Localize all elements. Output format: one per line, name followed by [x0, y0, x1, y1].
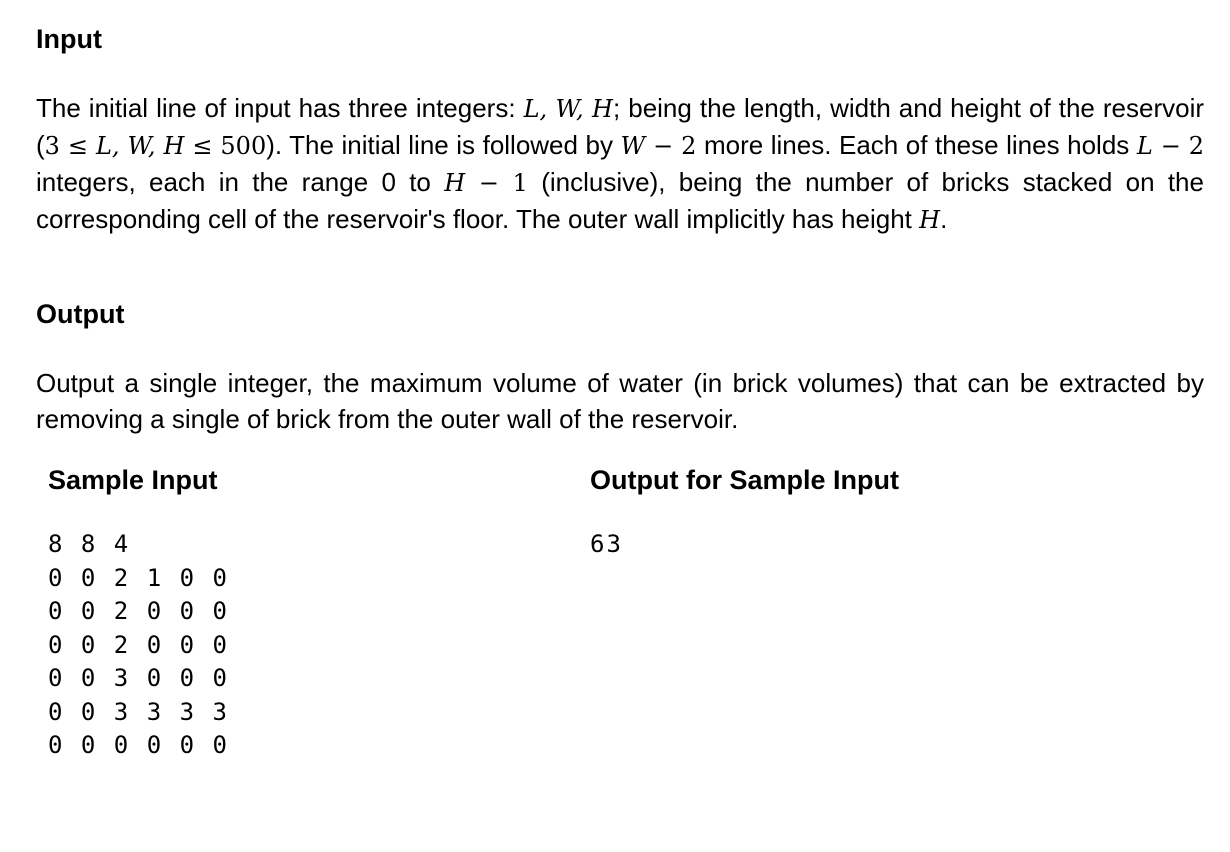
sample-input-line: 0 0 3 3 3 3	[48, 697, 229, 726]
sample-output-block	[590, 528, 623, 562]
sample-input-line: 0 0 3 0 0 0	[48, 664, 229, 692]
sample-output-heading: Output for Sample Input	[590, 465, 899, 495]
sample-input-heading: Sample Input	[48, 465, 218, 495]
sample-input-line: 8 8 4	[48, 530, 131, 558]
sample-output-line: 63	[590, 530, 623, 558]
sample-input-line: 0 0 2 1 0 0	[48, 563, 229, 592]
input-description: The initial line of input has three integers: L, W, H; being the length, width and height of the reservoir (3 ≤ L, W, H ≤ 500). The initial line is followed by W − 2 more lines. Each of these lines holds L − 2 integers, each in the range 0 to H − 1 (inclusive), being the number of bricks stacked on the corresponding cell of the reservoir's floor. The outer wall implicitly has height H.	[36, 93, 1205, 234]
sample-input-line: 0 0 2 0 0 0	[48, 597, 229, 625]
sample-input-line: 0 0 2 0 0 0	[48, 630, 229, 659]
input-heading: Input	[36, 24, 102, 54]
sample-input-line: 0 0 0 0 0 0	[48, 731, 229, 759]
output-heading: Output	[36, 299, 125, 329]
output-description: Output a single integer, the maximum volume of water (in brick volumes) that can be extracted by removing a single of brick from the outer wall of the reservoir.	[36, 368, 1204, 434]
sample-input-block	[48, 528, 229, 763]
